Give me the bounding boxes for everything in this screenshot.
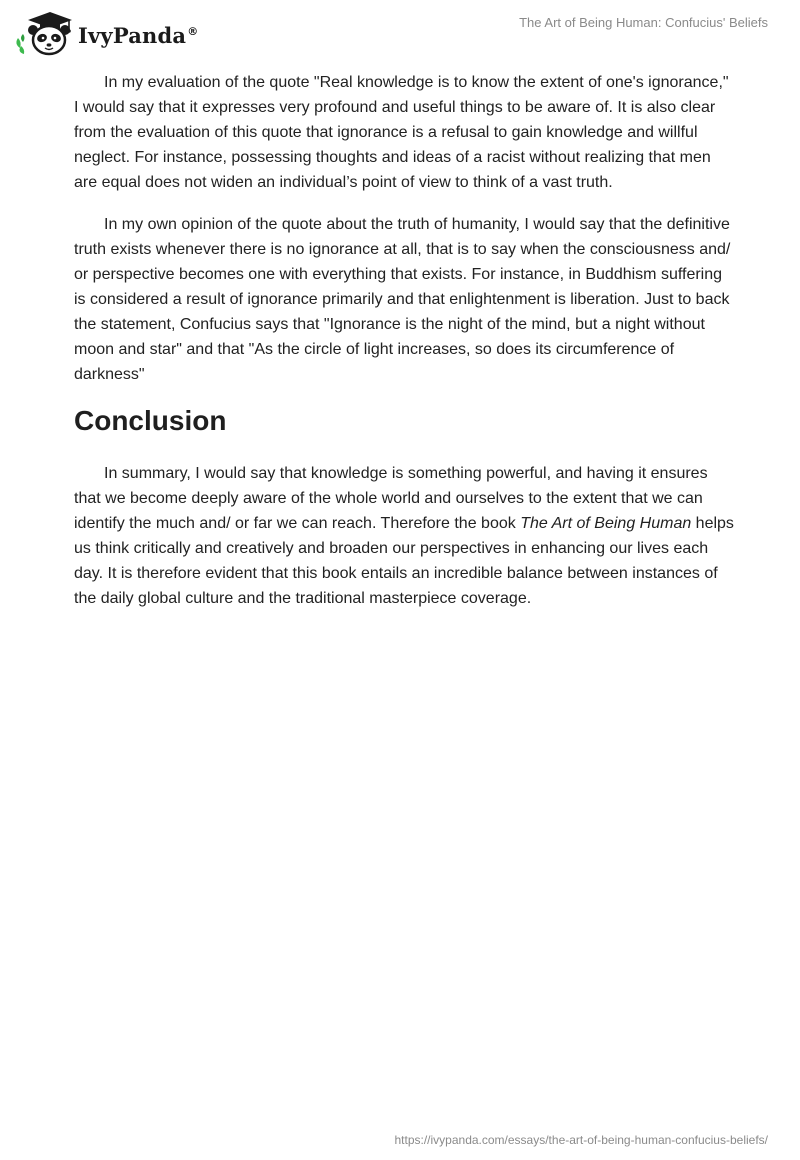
body-paragraph: In my own opinion of the quote about the truth of humanity, I would say that the definitive truth exists whenever there is no ignorance at all, that is to say when the consciousness and/ or perspective becomes one with everything that exists. For instance, in Buddhism suffering is considered a result of ignorance primarily and that enlightenment is liberation. Just to back the statement, Confucius says that "Ignorance is the night of the mind, but a night without moon and star" and that "As the circle of light increases, so does its circumference of darkness" <box>74 216 731 383</box>
panda-graduation-cap-icon <box>14 8 74 58</box>
registered-mark: ® <box>187 24 199 38</box>
conclusion-paragraph <box>74 461 734 611</box>
conclusion-heading: Conclusion <box>74 405 227 436</box>
paragraph-text: helps us think critically and creatively and broaden our perspectives in enhancing our lives each day. It is therefore evident that this book entails an incredible balance between instances of the daily global culture and the traditional masterpiece coverage. <box>74 515 734 607</box>
ivypanda-logo[interactable] <box>14 8 198 58</box>
source-url[interactable]: https://ivypanda.com/essays/the-art-of-being-human-confucius-beliefs/ <box>394 1133 768 1147</box>
book-title: The Art of Being Human <box>520 515 692 532</box>
page-header <box>0 0 800 64</box>
body-paragraph: In my evaluation of the quote "Real knowledge is to know the extent of one's ignorance," I would say that it expresses very profound and useful things to be aware of. It is also clear from the evaluation of this quote that ignorance is a refusal to gain knowledge and willful neglect. For instance, possessing thoughts and ideas of a racist without realizing that men are equal does not widen an individual’s point of view to think of a vast truth. <box>74 74 729 191</box>
essay-content <box>74 70 734 628</box>
document-title: The Art of Being Human: Confucius' Beliefs <box>519 15 768 30</box>
brand-name: IvyPanda® <box>78 22 199 48</box>
paragraph-text: In summary, I would say that knowledge is something powerful, and having it ensures that we become deeply aware of the whole world and ourselves to the extent that we can identify the much and/ or far we can reach. Therefore the book <box>74 465 708 532</box>
